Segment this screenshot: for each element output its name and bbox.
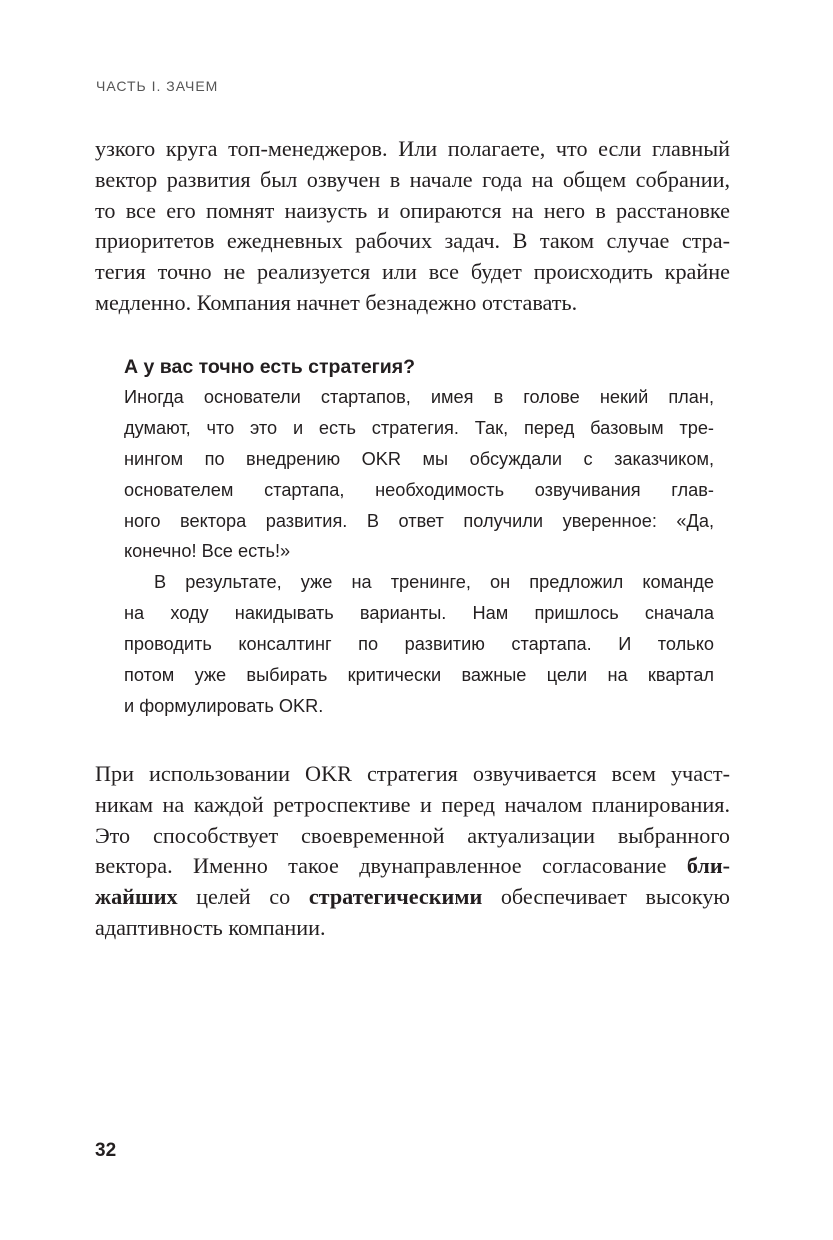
paragraph-1-line: приоритетов ежедневных рабочих задач. В таком случае стра-	[95, 228, 730, 254]
sidebar-line: и формулировать OKR.	[124, 695, 324, 716]
page-number: 32	[95, 1140, 117, 1161]
sidebar-line: ного вектора развития. В ответ получили уверенное: «Да,	[124, 510, 714, 531]
sidebar-line: думают, что это и есть стратегия. Так, перед базовым тре-	[124, 417, 714, 438]
paragraph-1	[95, 134, 730, 319]
sidebar-line: Иногда основатели стартапов, имея в голове некий план,	[124, 387, 714, 407]
paragraph-2-line: адаптивность компании.	[95, 914, 326, 940]
bold-term-nearest-continued: жайших	[95, 884, 178, 910]
paragraph-2-text: обеспечивает высокую	[482, 884, 730, 910]
paragraph-1-line: узкого круга топ-менеджеров. Или полагаете, что если главный	[95, 136, 730, 161]
sidebar-line: В результате, уже на тренинге, он предложил команде	[154, 572, 714, 593]
paragraph-1-line: то все его помнят наизусть и опираются на него в расстановке	[95, 197, 730, 223]
paragraph-1-line: тегия точно не реализуется или все будет происходить крайне	[95, 259, 730, 285]
paragraph-2-line: При использовании OKR стратегия озвучивается всем участ-	[95, 761, 730, 786]
paragraph-2-line: Это способствует своевременной актуализации выбранного	[95, 822, 730, 848]
paragraph-2	[95, 759, 730, 944]
paragraph-2-text: целей со	[177, 884, 309, 910]
sidebar-box	[124, 352, 714, 722]
paragraph-1-line: вектор развития был озвучен в начале года на общем собрании,	[95, 166, 730, 192]
sidebar-line: потом уже выбирать критически важные цели на квартал	[124, 665, 714, 686]
paragraph-2-text: вектора. Именно такое двунаправленное согласование	[95, 853, 687, 879]
sidebar-line: основателем стартапа, необходимость озвучивания глав-	[124, 479, 714, 500]
running-header: ЧАСТЬ I. ЗАЧЕМ	[96, 78, 219, 94]
sidebar-title: А у вас точно есть стратегия?	[124, 356, 416, 378]
bold-term-strategic: стратегическими	[308, 884, 483, 910]
sidebar-line: конечно! Все есть!»	[124, 541, 291, 562]
sidebar-body	[124, 382, 714, 722]
paragraph-2-line: никам на каждой ретроспективе и перед началом планирования.	[95, 791, 730, 817]
paragraph-2-line	[95, 882, 730, 913]
bold-term-nearest: бли-	[686, 853, 730, 879]
paragraph-2-line	[95, 851, 730, 882]
sidebar-line: на ходу накидывать варианты. Нам пришлось сначала	[124, 603, 714, 624]
paragraph-1-line: медленно. Компания начнет безнадежно отставать.	[95, 289, 578, 315]
sidebar-line: проводить консалтинг по развитию стартапа. И только	[124, 634, 714, 655]
sidebar-line: нингом по внедрению OKR мы обсуждали с заказчиком,	[124, 448, 714, 469]
